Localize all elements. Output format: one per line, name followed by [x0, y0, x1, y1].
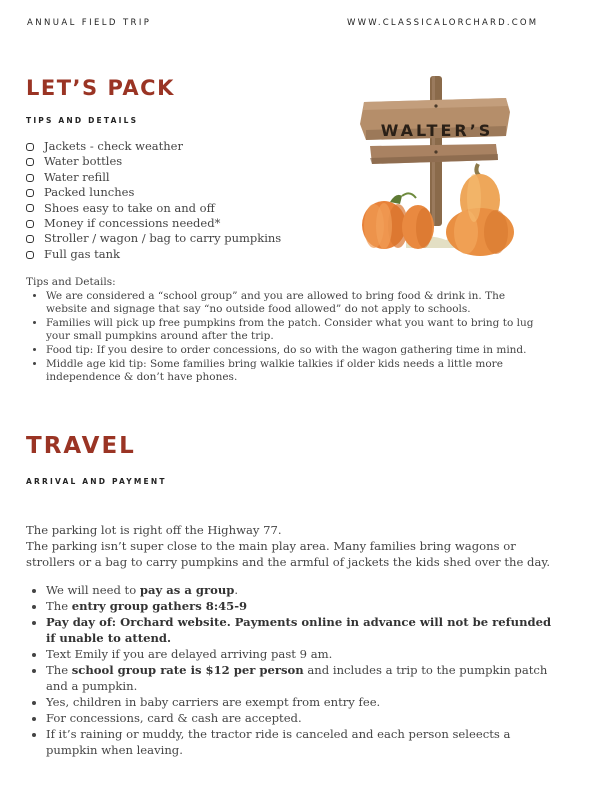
walters-sign-pumpkins-illustration [346, 72, 526, 262]
checklist-item-label: Shoes easy to take on and off [44, 200, 215, 215]
sign-lettering: WALTER’S [380, 121, 494, 140]
checkbox-icon[interactable] [26, 174, 34, 182]
tips-list [26, 290, 546, 385]
checkbox-icon[interactable] [26, 235, 34, 243]
checkbox-icon[interactable] [26, 220, 34, 228]
pack-subtitle: TIPS AND DETAILS [26, 116, 139, 125]
checklist-item-label: Full gas tank [44, 246, 121, 261]
travel-item: • If it’s raining or muddy, the tractor ride is canceled and each person seleects a pumpkin when leaving. [46, 726, 556, 758]
checklist-item-label: Stroller / wagon / bag to carry pumpkins [44, 231, 282, 246]
travel-subtitle: ARRIVAL AND PAYMENT [26, 477, 167, 486]
checklist-item[interactable] [26, 216, 281, 231]
travel-item: • For concessions, card & cash are accepted. [46, 710, 556, 726]
tip-item: • Food tip: If you desire to order concessions, do so with the wagon gathering time in mind. [46, 344, 546, 358]
checkbox-icon[interactable] [26, 143, 34, 151]
travel-item: • We will need to pay as a group. [46, 582, 556, 598]
checklist-item-label: Water refill [44, 169, 110, 184]
tip-item: • We are considered a “school group” and you are allowed to bring food & drink in. The website and signage that say “no outside food allowed” do not apply to schools. [46, 290, 546, 317]
header-website: WWW.CLASSICALORCHARD.COM [347, 18, 539, 28]
parking-location-text: The parking lot is right off the Highway 77. [26, 523, 282, 537]
travel-item: • The school group rate is $12 per person and includes a trip to the pumpkin patch and a pumpkin. [46, 662, 556, 694]
checkbox-icon[interactable] [26, 251, 34, 259]
checklist-item-label: Money if concessions needed* [44, 216, 221, 231]
checklist-item[interactable] [26, 201, 281, 216]
travel-list [26, 582, 556, 758]
checklist-item[interactable] [26, 231, 281, 246]
tip-item: • Families will pick up free pumpkins from the patch. Consider what you want to bring to lug your small pumpkins around after the trip. [46, 317, 546, 344]
checklist-item-label: Jackets - check weather [44, 139, 183, 153]
small-pumpkin [362, 193, 434, 249]
checklist-item[interactable] [26, 185, 281, 200]
travel-item: • The entry group gathers 8:45-9 [46, 598, 556, 614]
checklist-item-label: Water bottles [44, 154, 123, 169]
checklist-item[interactable] [26, 170, 281, 185]
travel-item: • Yes, children in baby carriers are exempt from entry fee. [46, 694, 556, 710]
checklist-item-label: Packed lunches [44, 185, 135, 200]
checklist-item[interactable] [26, 139, 281, 154]
travel-item: • Text Emily if you are delayed arriving past 9 am. [46, 646, 556, 662]
tall-pumpkin [446, 164, 514, 256]
parking-distance-text: The parking isn’t super close to the main play area. Many families bring wagons or strollers or a bag to carry pumpkins and the armful of jackets the kids shed over the day. [26, 539, 551, 569]
checklist-item[interactable] [26, 154, 281, 169]
tips-label: Tips and Details: [26, 276, 116, 288]
checkbox-icon[interactable] [26, 158, 34, 166]
checklist-item[interactable] [26, 247, 281, 262]
packing-checklist [26, 139, 281, 262]
travel-title: TRAVEL [26, 433, 136, 459]
checkbox-icon[interactable] [26, 189, 34, 197]
pack-title: LET’S PACK [26, 76, 175, 100]
travel-item: • Pay day of: Orchard website. Payments online in advance will not be refunded if unable to attend. [46, 614, 556, 646]
header-event-label: ANNUAL FIELD TRIP [27, 18, 152, 28]
checkbox-icon[interactable] [26, 204, 34, 212]
tip-item: • Middle age kid tip: Some families bring walkie talkies if older kids needs a little more independence & don’t have phones. [46, 358, 546, 385]
travel-section [26, 522, 556, 758]
tips-section [26, 276, 546, 385]
